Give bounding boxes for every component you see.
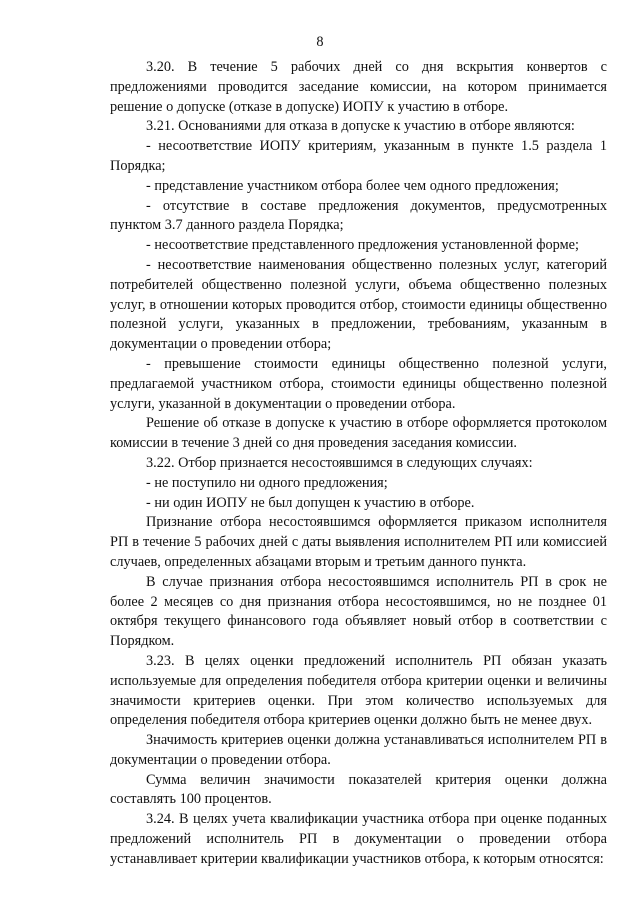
list-item: - несоответствие представленного предложения установленной форме; — [146, 237, 579, 254]
list-item: - несоответствие наименования общественно полезных услуг, категорий потребителей общественно полезной услуги, объема общественно полезных услуг, в отношении которых проводится отбор, стоимости единицы общественно полезной услуги, указанных в предложении, требованиям, указанным в документации о проведении отбора; — [110, 256, 607, 353]
paragraph: Решение об отказе в допуске к участию в отборе оформляется протоколом комиссии в течение 3 дней со дня проведения заседания комиссии. — [110, 415, 607, 452]
list-item: - несоответствие ИОПУ критериям, указанным в пункте 1.5 раздела 1 Порядка; — [110, 138, 607, 174]
list-item: - не поступило ни одного предложения; — [146, 474, 388, 491]
paragraph: Сумма величин значимости показателей критерия оценки должна составлять 100 процентов. — [110, 771, 607, 808]
paragraph-3-22: 3.22. Отбор признается несостоявшимся в следующих случаях: — [146, 454, 533, 471]
list-item: - представление участником отбора более чем одного предложения; — [146, 177, 559, 194]
list-item: - отсутствие в составе предложения документов, предусмотренных пунктом 3.7 данного раздела Порядка; — [110, 197, 607, 234]
list-item: - превышение стоимости единицы общественно полезной услуги, предлагаемой участником отбора, стоимости единицы общественно полезной услуги, указанной в документации о проведении отбора. — [110, 355, 607, 412]
document-body — [110, 58, 607, 870]
paragraph: Значимость критериев оценки должна устанавливаться исполнителем РП в документации о проведении отбора. — [110, 732, 607, 768]
list-item: - ни один ИОПУ не был допущен к участию в отборе. — [146, 494, 475, 511]
paragraph-3-23: 3.23. В целях оценки предложений исполнитель РП обязан указать используемые для определения победителя отбора критерии оценки и величины значимости критериев оценки. При этом количество используемых для определения победителя отбора критериев оценки должно быть не менее двух. — [110, 652, 607, 729]
paragraph-3-24: 3.24. В целях учета квалификации участника отбора при оценке поданных предложений исполнитель РП в документации о проведении отбора устанавливает критерии квалификации участников отбора, к которым относятся: — [110, 811, 607, 867]
paragraph-3-21: 3.21. Основаниями для отказа в допуске к участию в отборе являются: — [146, 118, 575, 135]
paragraph: В случае признания отбора несостоявшимся исполнитель РП в срок не более 2 месяцев со дня признания отбора несостоявшимся, но не позднее 01 октября текущего финансового года объявляет новый отбор в соответствии с Порядком. — [110, 573, 607, 650]
paragraph-3-20: 3.20. В течение 5 рабочих дней со дня вскрытия конвертов с предложениями проводится заседание комиссии, на котором принимается решение о допуске (отказе в допуске) ИОПУ к участию в отборе. — [110, 59, 607, 115]
page-number: 8 — [316, 34, 324, 50]
paragraph: Признание отбора несостоявшимся оформляется приказом исполнителя РП в течение 5 рабочих дней с даты выявления исполнителем РП или комиссией случаев, определенных абзацами вторым и третьим данного пункта. — [110, 514, 607, 570]
